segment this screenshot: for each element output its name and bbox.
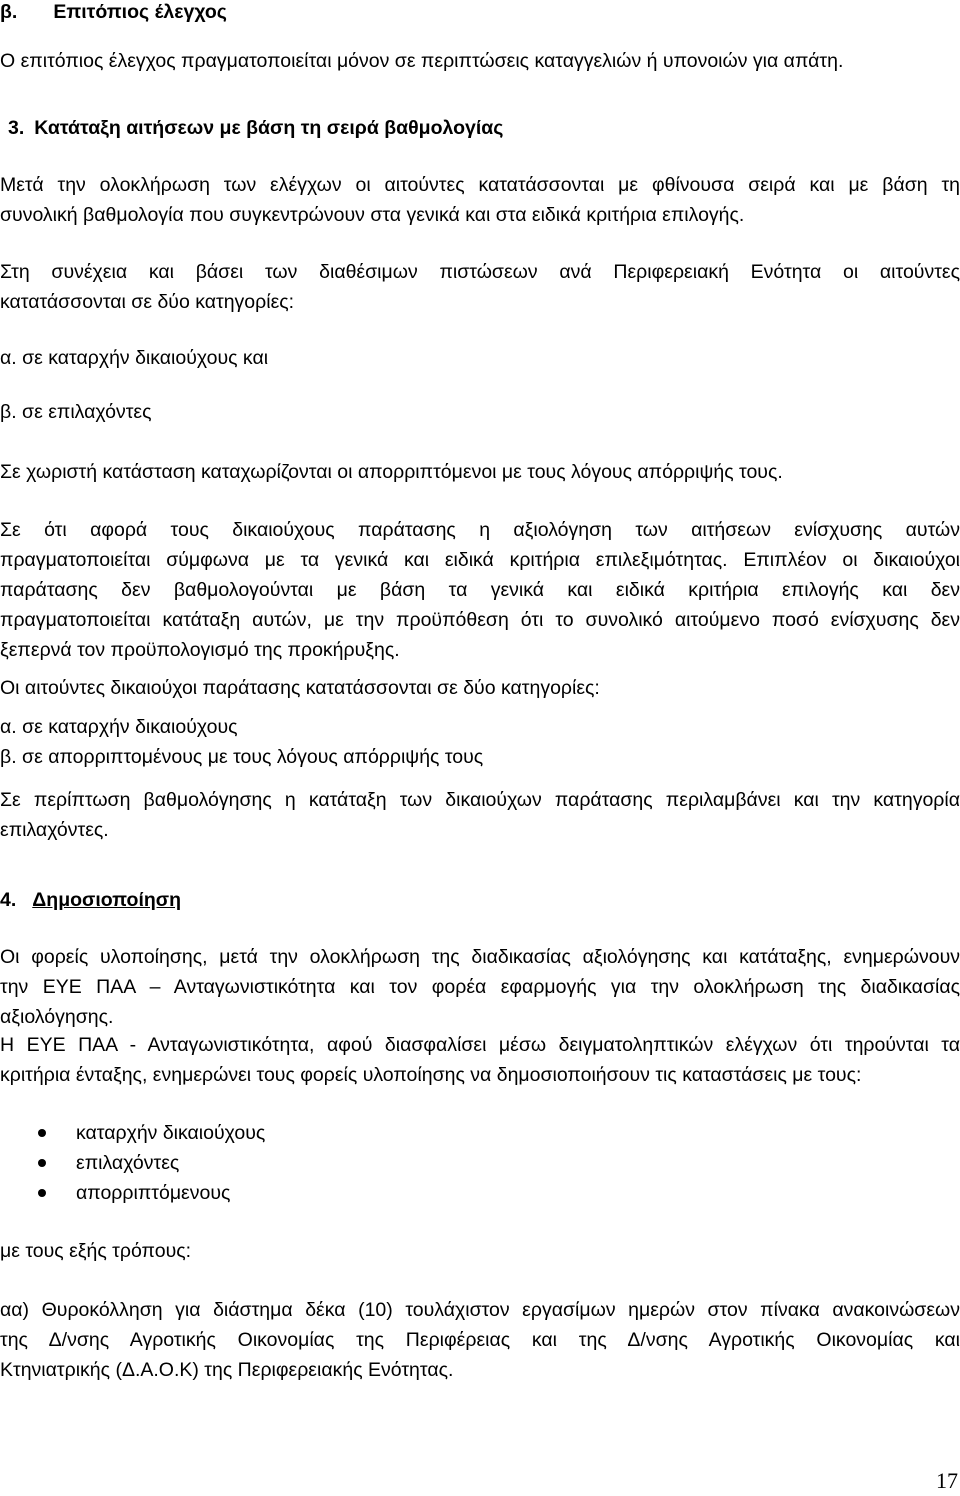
paragraph-line: επιλαχόντες. — [0, 819, 109, 841]
rejected-note — [0, 457, 960, 487]
category-a-text: α. σε καταρχήν δικαιούχους και — [0, 347, 269, 369]
section-3-para-3 — [0, 515, 960, 665]
status-bullet-list — [0, 1118, 960, 1208]
rejected-note-text: Σε χωριστή κατάσταση καταχωρίζονται οι απορριπτόμενοι με τους λόγους απόρριψής τους. — [0, 461, 783, 483]
paragraph-line: αξιολόγησης. — [0, 1006, 114, 1028]
section-b-heading — [0, 0, 960, 27]
paragraph-line: κριτήρια ένταξης, ενημερώνει τους φορείς υλοποίησης να δημοσιοποιήσουν τις καταστάσεις με τους: — [0, 1064, 862, 1086]
section-3-para-2 — [0, 257, 960, 317]
section-b-marker: β. — [0, 1, 18, 23]
section-3-para-4 — [0, 673, 960, 703]
category-a — [0, 343, 960, 373]
paragraph-line: Σε περίπτωση βαθμολόγησης η κατάταξη των δικαιούχων παράτασης περιλαμβάνει και την κατηγορία — [0, 789, 960, 811]
paragraph-line: Στη συνέχεια και βάσει των διαθέσιμων πιστώσεων ανά Περιφερειακή Ενότητα οι αιτούντες — [0, 261, 960, 283]
extension-category-b-text: β. σε απορριπτομένους με τους λόγους απόρριψής τους — [0, 746, 484, 768]
paragraph-line: αα) Θυροκόλληση για διάστημα δέκα (10) τουλάχιστον εργασίμων ημερών στον πίνακα ανακοινώσεων — [0, 1299, 960, 1321]
extension-category-a-text: α. σε καταρχήν δικαιούχους — [0, 716, 238, 738]
method-intro — [0, 1236, 960, 1266]
paragraph-line: Σε ότι αφορά τους δικαιούχους παράτασης η αξιολόγηση των αιτήσεων ενίσχυσης αυτών — [0, 519, 960, 541]
section-4-para-1 — [0, 942, 960, 1032]
section-3-para-5 — [0, 785, 960, 845]
extension-category-b — [0, 742, 960, 772]
bullet-item — [0, 1118, 960, 1148]
method-intro-text: με τους εξής τρόπους: — [0, 1240, 192, 1262]
paragraph-line: συνολική βαθμολογία που συγκεντρώνουν στα γενικά και στα ειδικά κριτήρια επιλογής. — [0, 204, 745, 226]
paragraph-line: Οι αιτούντες δικαιούχοι παράτασης κατατάσσονται σε δύο κατηγορίες: — [0, 677, 600, 699]
section-3-heading — [0, 113, 960, 143]
paragraph-line: πραγματοποιείται σύμφωνα με τα γενικά και ειδικά κριτήρια επιλεξιμότητας. Επιπλέον οι δικαιούχοι — [0, 549, 960, 571]
paragraph-line: την ΕΥΕ ΠΑΑ – Ανταγωνιστικότητα και τον φορέα εφαρμογής για την ολοκλήρωση της διαδικασίας — [0, 976, 960, 998]
paragraph-line: παράτασης δεν βαθμολογούνται με βάση τα γενικά και ειδικά κριτήρια επιλογής και δεν — [0, 579, 960, 601]
paragraph-line: Οι φορείς υλοποίησης, μετά την ολοκλήρωση της διαδικασίας αξιολόγησης και κατάταξης, ενημερώνουν — [0, 946, 960, 968]
paragraph-line: της Δ/νσης Αγροτικής Οικονομίας της Περιφέρειας και της Δ/νσης Αγροτικής Οικονομίας και — [0, 1329, 960, 1351]
bullet-item — [0, 1178, 960, 1208]
bullet-dot-icon — [38, 1129, 46, 1137]
bullet-item — [0, 1148, 960, 1178]
paragraph-line: ξεπερνά τον προϋπολογισμό της προκήρυξης. — [0, 639, 400, 661]
section-4-heading — [0, 885, 960, 915]
section-3-number: 3. — [8, 117, 25, 139]
paragraph-line: πραγματοποιείται κατάταξη αυτών, με την προϋπόθεση ότι το συνολικό αιτούμενο ποσό ενίσχυσης δεν — [0, 609, 960, 631]
category-b-text: β. σε επιλαχόντες — [0, 401, 152, 423]
category-b — [0, 397, 960, 427]
paragraph-line: Μετά την ολοκλήρωση των ελέγχων οι αιτούντες κατατάσσονται με φθίνουσα σειρά και με βάση τη — [0, 174, 960, 196]
section-b-line: Ο επιτόπιος έλεγχος πραγματοποιείται μόνον σε περιπτώσεις καταγγελιών ή υπονοιών για απάτη. — [0, 50, 844, 72]
paragraph-line: κατατάσσονται σε δύο κατηγορίες: — [0, 291, 295, 313]
paragraph-line: Κτηνιατρικής (Δ.Α.Ο.Κ) της Περιφερειακής Ενότητας. — [0, 1359, 454, 1381]
section-b-text — [0, 46, 960, 76]
section-3-title: Κατάταξη αιτήσεων με βάση τη σειρά βαθμολογίας — [34, 117, 504, 139]
page-number: 17 — [936, 1468, 958, 1493]
method-a — [0, 1295, 960, 1385]
section-4-para-2 — [0, 1030, 960, 1090]
paragraph-line: Η ΕΥΕ ΠΑΑ - Ανταγωνιστικότητα, αφού διασφαλίσει μέσω δειγματοληπτικών ελέγχων ότι τηρούνται τα — [0, 1034, 960, 1056]
section-b-title: Επιτόπιος έλεγχος — [53, 1, 227, 23]
bullet-text: απορριπτόμενους — [76, 1182, 231, 1204]
bullet-dot-icon — [38, 1189, 46, 1197]
section-4-number: 4. — [0, 889, 17, 911]
bullet-dot-icon — [38, 1159, 46, 1167]
bullet-text: καταρχήν δικαιούχους — [76, 1122, 266, 1144]
bullet-text: επιλαχόντες — [76, 1152, 180, 1174]
extension-category-a — [0, 712, 960, 742]
section-4-title: Δημοσιοποίηση — [32, 889, 182, 911]
section-3-para-1 — [0, 170, 960, 230]
